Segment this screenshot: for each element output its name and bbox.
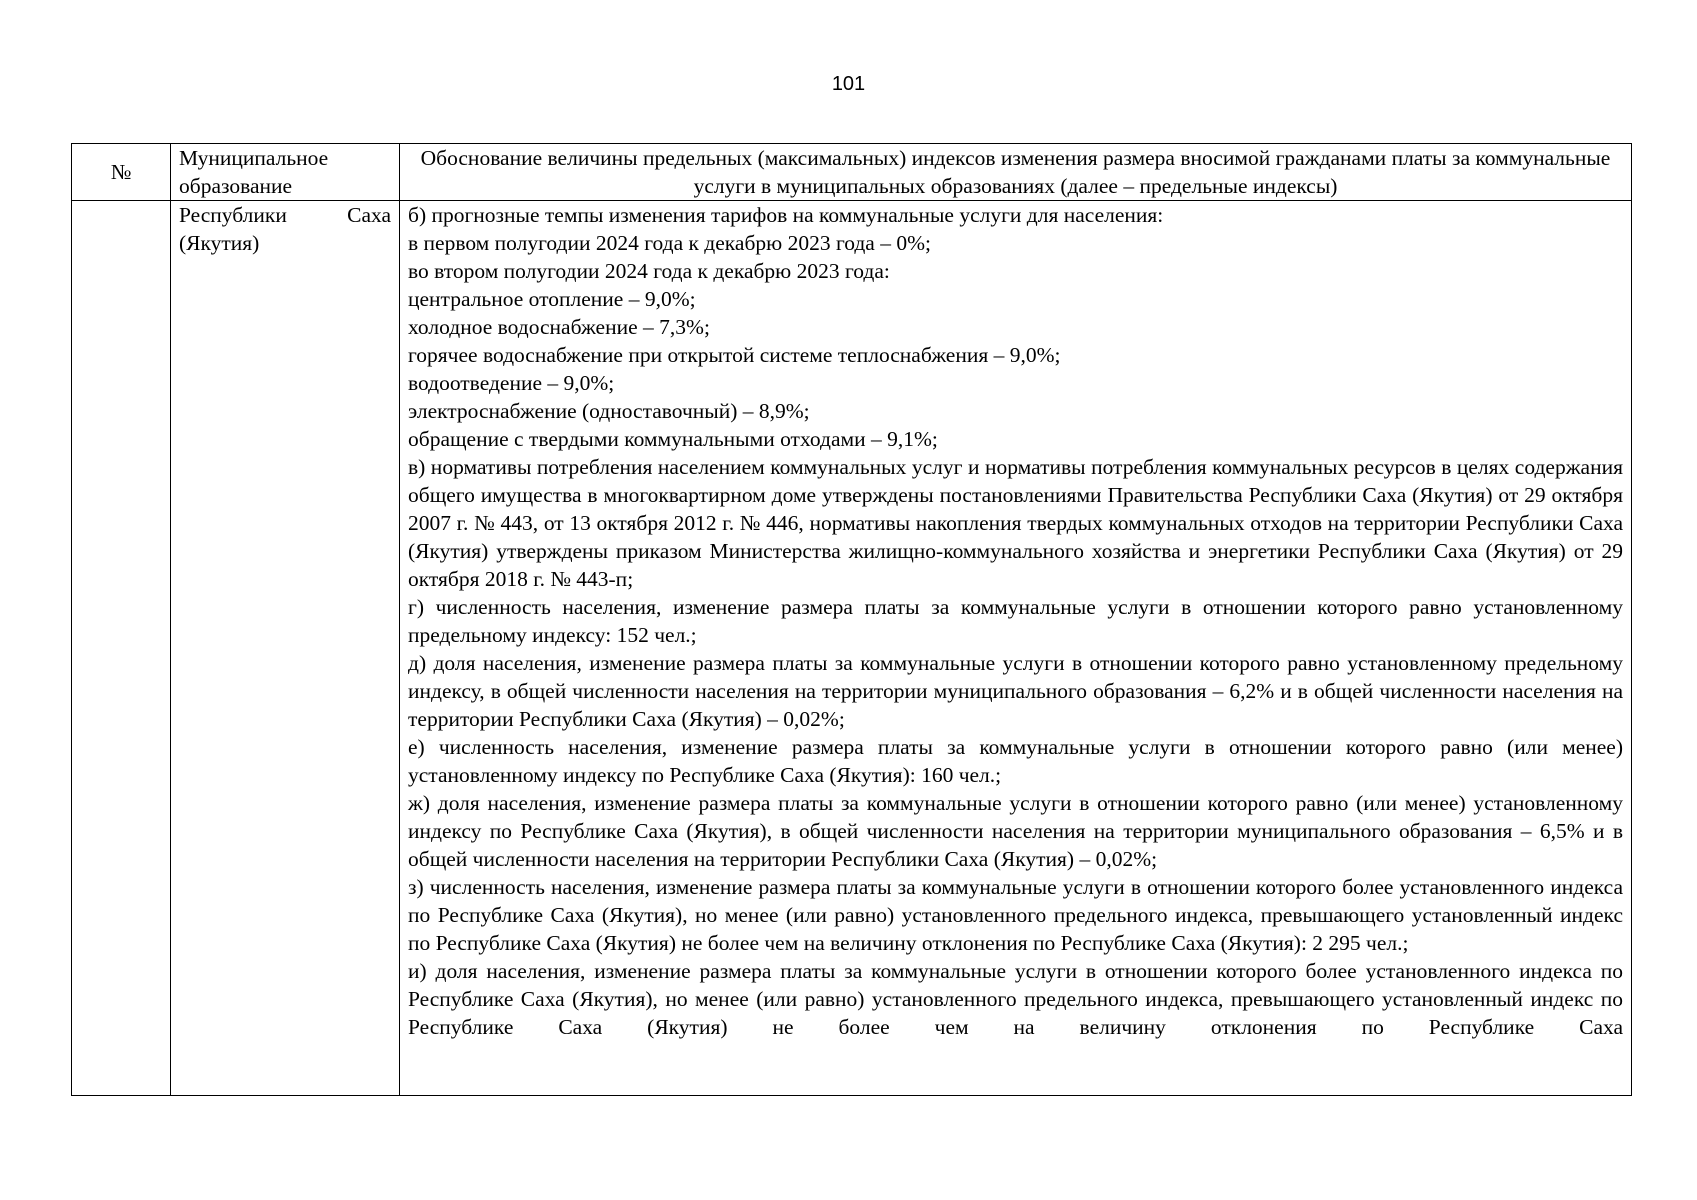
paragraph: з) численность населения, изменение размера платы за коммунальные услуги в отношении которого более установленного индекса по Республике Саха (Якутия), но менее (или равно) установленного предельного индекса, превышающего установленный индекс по Республике Саха (Якутия) не более чем на величину отклонения по Республике Саха (Якутия): 2 295 чел.; — [408, 875, 1623, 955]
paragraph: обращение с твердыми коммунальными отходами – 9,1%; — [408, 427, 938, 451]
header-municipality: Муниципальное образование — [171, 144, 400, 201]
paragraph: г) численность населения, изменение размера платы за коммунальные услуги в отношении которого равно установленному предельному индексу: 152 чел.; — [408, 595, 1623, 647]
justification-table — [71, 143, 1632, 1096]
paragraph: в) нормативы потребления населением коммунальных услуг и нормативы потребления коммунальных ресурсов в целях содержания общего имущества в многоквартирном доме утверждены постановлениями Правительства Республики Саха (Якутия) от 29 октября 2007 г. № 443, от 13 октября 2012 г. № 446, нормативы накопления твердых коммунальных отходов на территории Республики Саха (Якутия) утверждены приказом Министерства жилищно-коммунального хозяйства и энергетики Республики Саха (Якутия) от 29 октября 2018 г. № 443-п; — [408, 455, 1623, 591]
header-number: № — [72, 144, 171, 201]
row-justification — [400, 201, 1632, 1096]
paragraph: е) численность населения, изменение размера платы за коммунальные услуги в отношении которого равно (или менее) установленному индексу по Республике Саха (Якутия): 160 чел.; — [408, 735, 1623, 787]
paragraph: ж) доля населения, изменение размера платы за коммунальные услуги в отношении которого равно (или менее) установленному индексу по Республике Саха (Якутия), в общей численности населения на территории муниципального образования – 6,5% и в общей численности населения на территории Республики Саха (Якутия) – 0,02%; — [408, 791, 1623, 871]
row-municipality: Республики Саха (Якутия) — [171, 201, 400, 1096]
paragraph: б) прогнозные темпы изменения тарифов на коммунальные услуги для населения: — [408, 203, 1164, 227]
paragraph: центральное отопление – 9,0%; — [408, 287, 696, 311]
header-justification: Обоснование величины предельных (максимальных) индексов изменения размера вносимой гражданами платы за коммунальные услуги в муниципальных образованиях (далее – предельные индексы) — [400, 144, 1632, 201]
row-number — [72, 201, 171, 1096]
paragraph: электроснабжение (одноставочный) – 8,9%; — [408, 399, 810, 423]
paragraph: холодное водоснабжение – 7,3%; — [408, 315, 710, 339]
paragraph: и) доля населения, изменение размера платы за коммунальные услуги в отношении которого более установленного индекса по Республике Саха (Якутия), но менее (или равно) установленного предельного индекса, превышающего установленный индекс по Республике Саха (Якутия) не более чем на величину отклонения по Республике Саха — [408, 959, 1623, 1039]
paragraph: д) доля населения, изменение размера платы за коммунальные услуги в отношении которого равно установленному предельному индексу, в общей численности населения на территории муниципального образования – 6,2% и в общей численности населения на территории Республики Саха (Якутия) – 0,02%; — [408, 651, 1623, 731]
paragraph: в первом полугодии 2024 года к декабрю 2023 года – 0%; — [408, 231, 931, 255]
table-header-row — [72, 144, 1632, 201]
paragraph: горячее водоснабжение при открытой системе теплоснабжения – 9,0%; — [408, 343, 1061, 367]
paragraph: водоотведение – 9,0%; — [408, 371, 615, 395]
paragraph: во втором полугодии 2024 года к декабрю 2023 года: — [408, 259, 890, 283]
page-number: 101 — [831, 73, 866, 95]
table-row — [72, 201, 1632, 1096]
